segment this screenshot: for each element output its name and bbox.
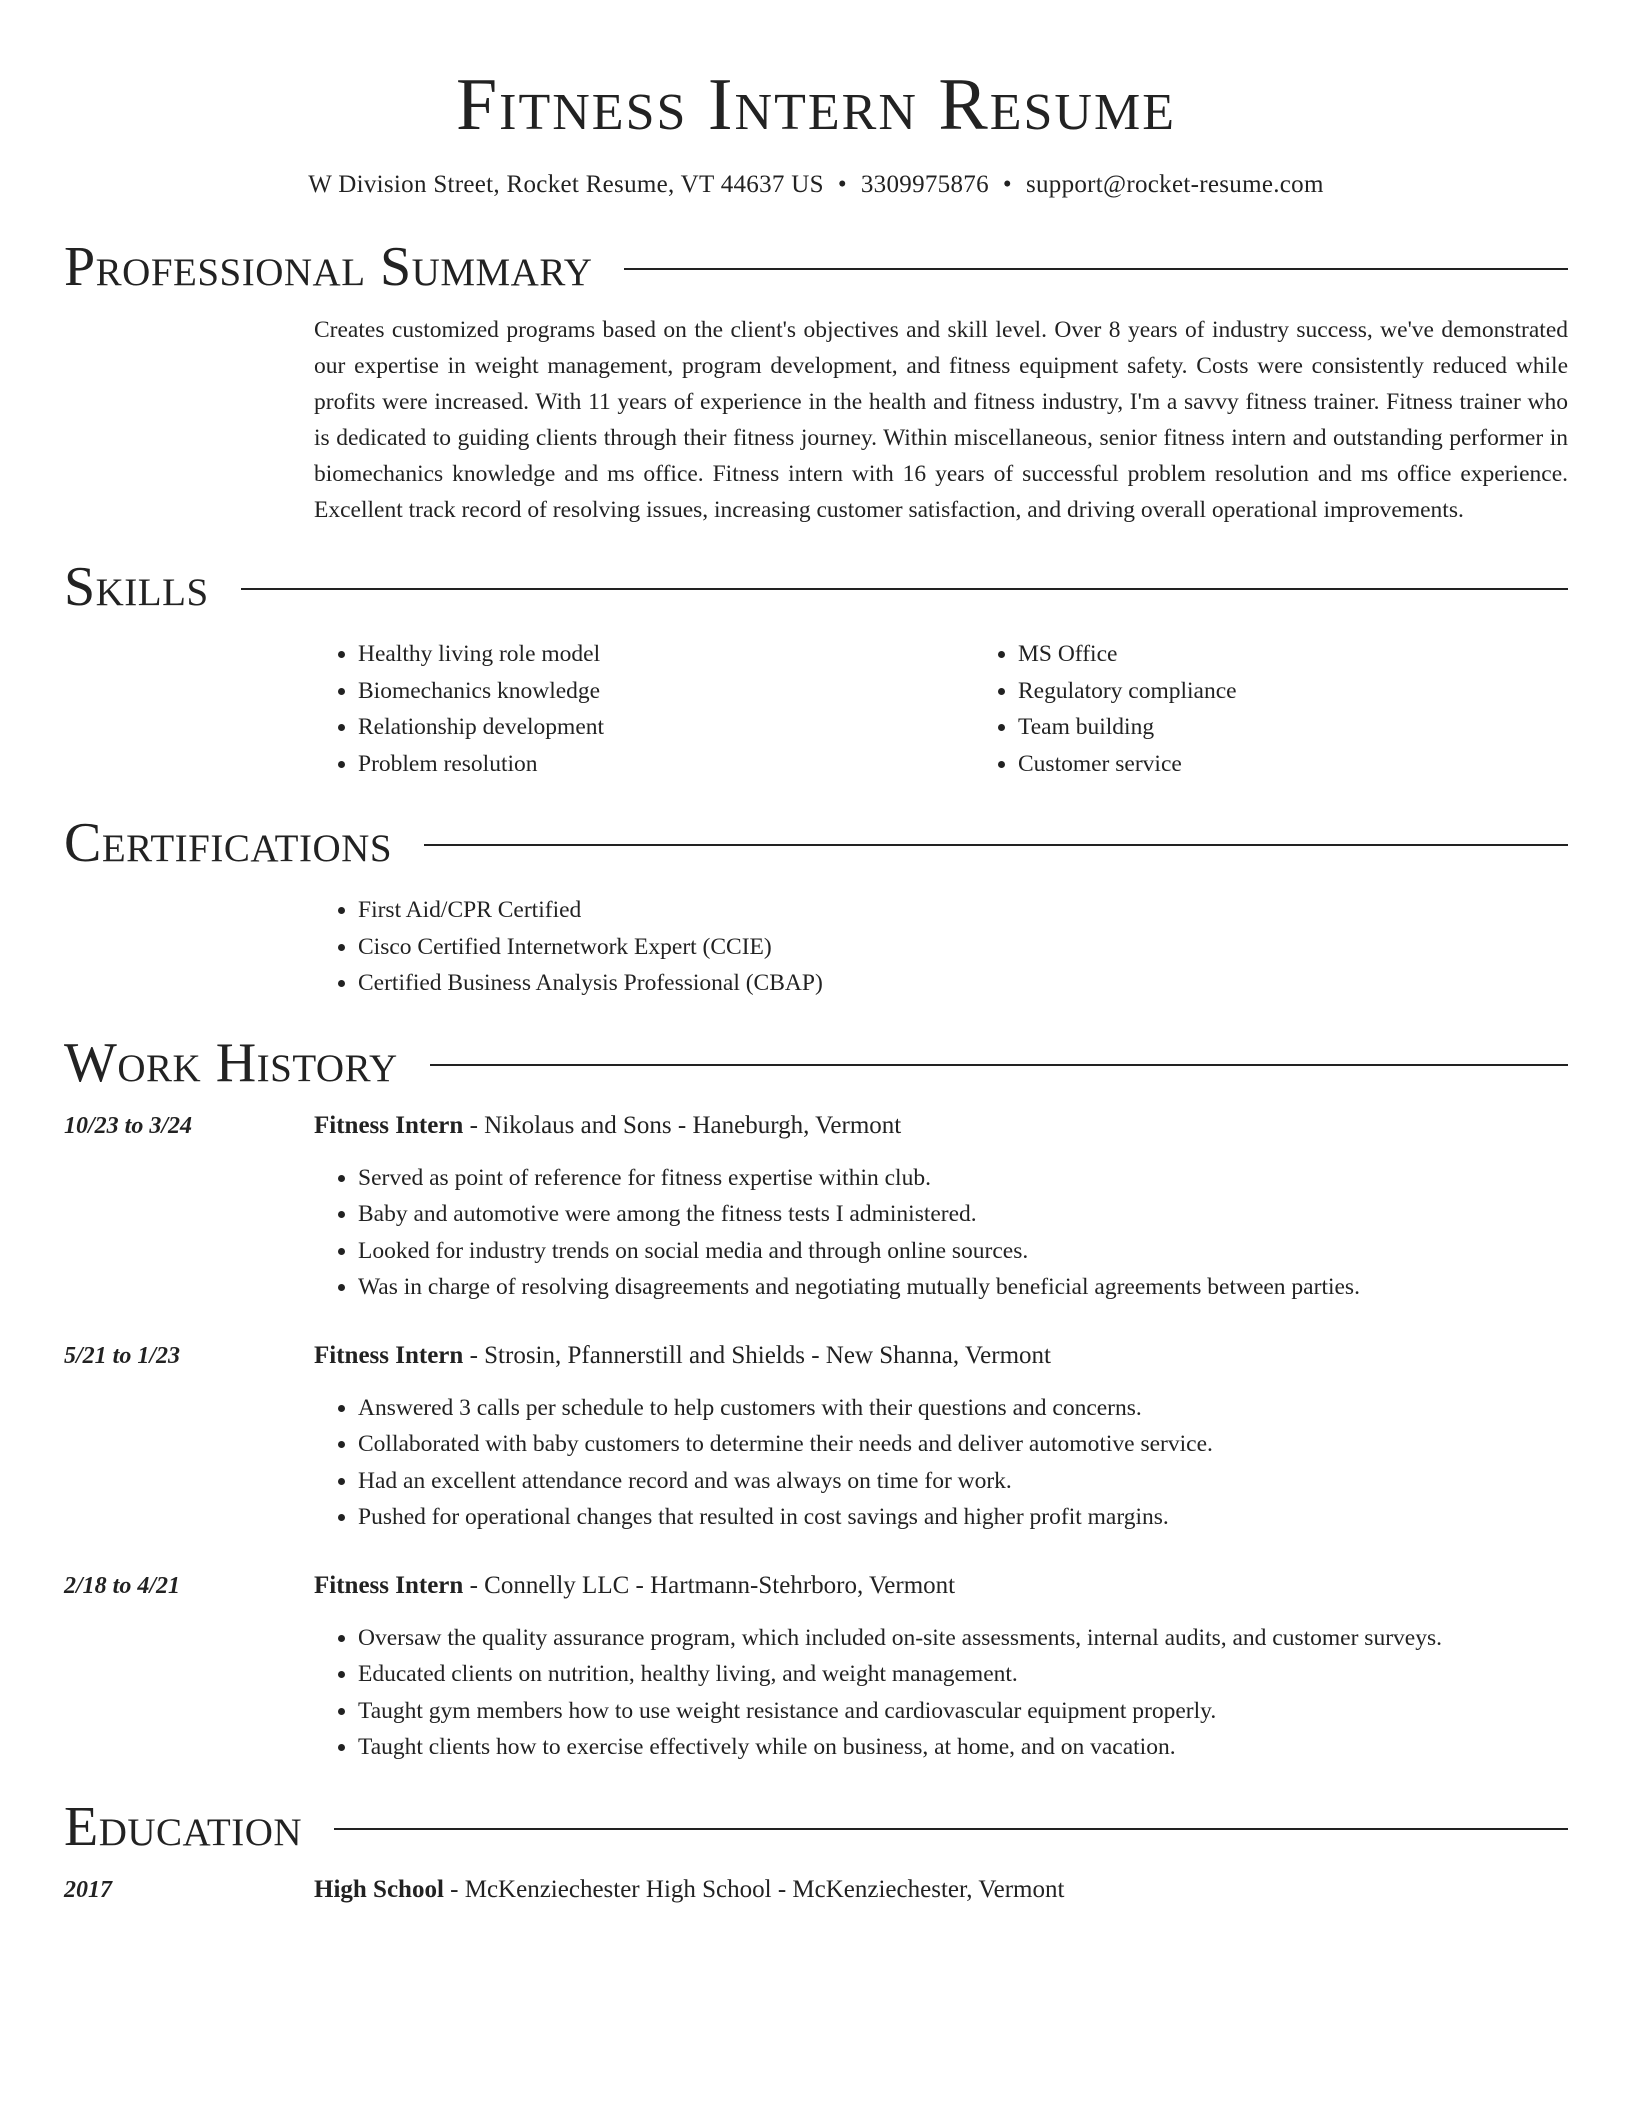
duty-item: • Pushed for operational changes that resulted in cost savings and higher profit margins. bbox=[358, 1499, 1568, 1536]
job-duties bbox=[314, 1620, 1568, 1766]
skill-item: • Customer service bbox=[1018, 746, 1632, 783]
skill-item: • Healthy living role model bbox=[358, 636, 974, 673]
certifications-body bbox=[314, 892, 1568, 1002]
skills-list-left bbox=[314, 636, 974, 782]
summary-heading: Professional Summary bbox=[64, 236, 593, 298]
job-title-line bbox=[314, 1568, 1568, 1604]
education-degree: High School bbox=[314, 1875, 444, 1903]
section-divider bbox=[430, 1064, 1568, 1066]
duty-item: • Baby and automotive were among the fitness tests I administered. bbox=[358, 1196, 1568, 1233]
work-section bbox=[64, 1032, 1568, 1766]
summary-body bbox=[314, 312, 1568, 528]
summary-section bbox=[64, 236, 1568, 528]
contact-email[interactable]: support@rocket-resume.com bbox=[1025, 171, 1324, 198]
education-heading: Education bbox=[64, 1795, 303, 1858]
summary-text: Creates customized programs based on the client's objectives and skill level. Over 8 years of industry success, we've demonstrated our expertise in weight management, program development, and fitness equipment safety. Costs were consistently reduced while profits were increased. With 11 years of experience in the health and fitness industry, I'm a savvy fitness trainer. Fitness trainer who is dedicated to guiding clients through their fitness journey. Within miscellaneous, senior fitness intern and outstanding performer in biomechanics knowledge and ms office. Fitness intern with 16 years of successful problem resolution and ms office experience. Excellent track record of resolving issues, increasing customer satisfaction, and driving overall operational improvements. bbox=[314, 317, 1568, 523]
skills-heading: Skills bbox=[64, 556, 209, 618]
job-title-line bbox=[314, 1108, 1568, 1144]
education-entries bbox=[64, 1872, 1568, 1908]
duty-item: • Looked for industry trends on social media and through online sources. bbox=[358, 1233, 1568, 1270]
certification-item: • First Aid/CPR Certified bbox=[358, 892, 1568, 929]
work-dates: 2/18 to 4/21 bbox=[64, 1572, 181, 1599]
section-divider bbox=[334, 1828, 1568, 1830]
work-entries bbox=[64, 1108, 1568, 1766]
section-header bbox=[64, 1032, 1568, 1094]
work-dates: 10/23 to 3/24 bbox=[64, 1112, 193, 1139]
work-details bbox=[314, 1568, 1568, 1766]
work-entry bbox=[64, 1568, 1568, 1766]
section-header bbox=[64, 236, 1568, 298]
resume-title: Fitness Intern Resume bbox=[456, 64, 1176, 146]
job-role: Fitness Intern bbox=[314, 1571, 464, 1599]
section-divider bbox=[424, 844, 1568, 846]
contact-separator: • bbox=[1002, 171, 1012, 198]
certifications-section bbox=[64, 812, 1568, 1002]
work-heading: Work History bbox=[64, 1031, 398, 1094]
section-header bbox=[64, 1796, 1568, 1858]
duty-item: • Oversaw the quality assurance program, which included on-site assessments, internal audits, and customer surveys. bbox=[358, 1620, 1568, 1657]
work-dates: 5/21 to 1/23 bbox=[64, 1342, 181, 1369]
contact-phone: 3309975876 bbox=[860, 171, 989, 198]
job-duties bbox=[314, 1390, 1568, 1536]
certification-item: • Certified Business Analysis Professional (CBAP) bbox=[358, 965, 1568, 1002]
section-header bbox=[64, 812, 1568, 874]
skill-item: • Relationship development bbox=[358, 709, 974, 746]
certifications-heading: Certifications bbox=[64, 812, 393, 874]
work-details bbox=[314, 1338, 1568, 1536]
duty-item: • Was in charge of resolving disagreements and negotiating mutually beneficial agreements between parties. bbox=[358, 1269, 1568, 1306]
education-school: - McKenziechester High School - McKenziechester, Vermont bbox=[443, 1875, 1065, 1903]
section-divider bbox=[241, 588, 1568, 590]
education-details bbox=[314, 1872, 1568, 1908]
duty-item: • Had an excellent attendance record and was always on time for work. bbox=[358, 1463, 1568, 1500]
job-duties bbox=[314, 1160, 1568, 1306]
job-company: - Strosin, Pfannerstill and Shields - New Shanna, Vermont bbox=[463, 1341, 1051, 1369]
skill-item: • Problem resolution bbox=[358, 746, 974, 783]
skills-list-right bbox=[974, 636, 1632, 782]
job-company: - Nikolaus and Sons - Haneburgh, Vermont bbox=[463, 1111, 902, 1139]
contact-separator: • bbox=[837, 171, 847, 198]
skill-item: • MS Office bbox=[1018, 636, 1632, 673]
contact-address: W Division Street, Rocket Resume, VT 44637 US bbox=[308, 171, 824, 198]
education-section bbox=[64, 1796, 1568, 1908]
job-role: Fitness Intern bbox=[314, 1111, 464, 1139]
section-header bbox=[64, 556, 1568, 618]
duty-item: • Educated clients on nutrition, healthy living, and weight management. bbox=[358, 1656, 1568, 1693]
job-title-line bbox=[314, 1338, 1568, 1374]
skills-grid bbox=[314, 636, 1568, 782]
duty-item: • Collaborated with baby customers to determine their needs and deliver automotive service. bbox=[358, 1426, 1568, 1463]
education-year: 2017 bbox=[64, 1876, 112, 1903]
certification-item: • Cisco Certified Internetwork Expert (CCIE) bbox=[358, 929, 1568, 966]
job-company: - Connelly LLC - Hartmann-Stehrboro, Vermont bbox=[463, 1571, 956, 1599]
work-entry bbox=[64, 1108, 1568, 1306]
skill-item: • Biomechanics knowledge bbox=[358, 673, 974, 710]
skill-item: • Team building bbox=[1018, 709, 1632, 746]
job-role: Fitness Intern bbox=[314, 1341, 464, 1369]
duty-item: • Taught gym members how to use weight resistance and cardiovascular equipment properly. bbox=[358, 1693, 1568, 1730]
work-details bbox=[314, 1108, 1568, 1306]
duty-item: • Answered 3 calls per schedule to help customers with their questions and concerns. bbox=[358, 1390, 1568, 1427]
skill-item: • Regulatory compliance bbox=[1018, 673, 1632, 710]
skills-section bbox=[64, 556, 1568, 782]
certifications-list bbox=[314, 892, 1568, 1002]
section-divider bbox=[624, 268, 1568, 270]
work-entry bbox=[64, 1338, 1568, 1536]
contact-line bbox=[64, 168, 1568, 202]
education-entry bbox=[64, 1872, 1568, 1908]
duty-item: • Taught clients how to exercise effectively while on business, at home, and on vacation. bbox=[358, 1729, 1568, 1766]
education-title-line bbox=[314, 1872, 1568, 1908]
duty-item: • Served as point of reference for fitness expertise within club. bbox=[358, 1160, 1568, 1197]
